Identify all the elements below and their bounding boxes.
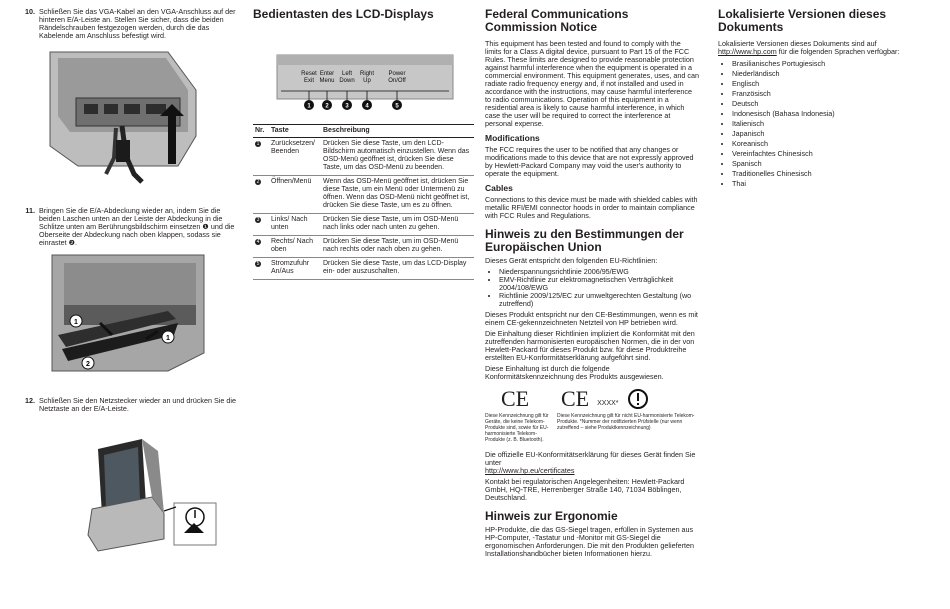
column-lcd-buttons (253, 8, 475, 280)
header-beschreibung: Beschreibung (321, 125, 474, 138)
list-item: • Vereinfachtes Chinesisch (732, 149, 933, 159)
eu-contact: Kontakt bei regulatorischen Angelegenheiten: Hewlett-Packard GmbH, HQ-TRE, Herrenberger Straße 140, 71034 Böblingen, Deutschland. (485, 477, 685, 502)
list-item: • Thai (732, 179, 933, 189)
list-item: • Französisch (732, 89, 933, 99)
vga-cable-illustration (18, 46, 240, 188)
button-label: Left (341, 71, 353, 77)
language-list (718, 59, 933, 189)
button-label: Exit (303, 78, 315, 84)
power-button-illustration (18, 421, 240, 561)
list-item: • Spanisch (732, 159, 933, 169)
button-label: Right (359, 71, 375, 77)
button-label: Enter (319, 71, 335, 77)
fcc-text: This equipment has been tested and found to comply with the limits for a Class A digital device, pursuant to Part 15 of the FCC Rules. These limits are designed to provide reasonable protection against harmful interference when the equipment is operated in a commercial environment. This equipment generates, uses, and can radiate radio frequency energy and, if not installed and used in accordance with the instructions, may cause harmful interference to radio communications. Operation of this equipment in a residential area is likely to cause harmful interference, in which case the user will be required to correct the interference at personal expense. (485, 39, 700, 128)
row-key: Öffnen/Menü (269, 176, 321, 214)
step-text: Schließen Sie den Netzstecker wieder an und drücken Sie die Netztaste an der E/A-Leiste. (39, 396, 236, 413)
list-item: • Niederländisch (732, 69, 933, 79)
alert-mark-icon (627, 388, 649, 410)
list-item: • Deutsch (732, 99, 933, 109)
row-number (253, 258, 269, 280)
certificates-link[interactable]: http://www.hp.eu/certificates (485, 466, 575, 475)
table-row (253, 176, 474, 214)
svg-text:2: 2 (86, 361, 90, 368)
heading-modifications: Modifications (485, 133, 540, 143)
cables-text: Connections to this device must be made with shielded cables with metallic RFI/EMI connector hoods in order to maintain compliance with FCC Rules and Regulations. (485, 195, 698, 220)
lcd-buttons-table (253, 124, 474, 280)
step-10 (18, 8, 240, 40)
notified-body-number: XXXX* (597, 399, 619, 407)
row-description: Drücken Sie diese Taste, um das LCD-Display ein- oder auszuschalten. (321, 258, 474, 280)
step-12 (18, 397, 240, 413)
list-item: • Englisch (732, 79, 933, 89)
number-badge: 1 (256, 141, 260, 147)
step-text: Schließen Sie das VGA-Kabel an den VGA-Anschluss auf der hinteren E/A-Leiste an. Stellen Sie sicher, dass die beiden Rändelschrauben festgezogen werden, durch die das Kabelende am Anschluss befestigt wird. (39, 7, 236, 40)
button-label: Down (339, 78, 355, 84)
callout-number: 3 (345, 103, 349, 110)
list-item: • Brasilianisches Portugiesisch (732, 59, 933, 69)
eu-declaration-text (485, 451, 699, 475)
list-item: • Japanisch (732, 129, 933, 139)
row-description: Drücken Sie diese Taste, um im OSD-Menü nach links oder nach unten zu gehen. (321, 214, 474, 236)
list-item: • Indonesisch (Bahasa Indonesia) (732, 109, 933, 119)
lcd-button-panel-illustration (253, 33, 475, 113)
row-number (253, 214, 269, 236)
button-label: Up (363, 78, 371, 84)
ce-mark: CE (561, 386, 590, 411)
header-taste: Taste (269, 125, 321, 138)
ce-caption: Diese Kennzeichnung gilt für Geräte, die keine Telekom-Produkte sind, sowie für EU-harmonisierte Telekom-Produkte (z. B. Bluetooth). (485, 413, 549, 443)
section-title-lcd-buttons: Bedientasten des LCD-Displays (253, 7, 434, 21)
localized-intro (718, 40, 933, 56)
table-row (253, 236, 474, 258)
callout-number: 5 (395, 103, 399, 110)
button-label: Menu (319, 78, 335, 84)
header-nr: Nr. (253, 125, 269, 138)
section-title-fcc: Federal Communications Commission Notice (485, 7, 629, 34)
ce-mark-block-1 (485, 387, 553, 443)
list-item: • Koreanisch (732, 139, 933, 149)
number-badge: 5 (256, 261, 260, 267)
localized-intro-text: Lokalisierte Versionen dieses Dokuments sind auf (718, 39, 877, 48)
row-number (253, 138, 269, 176)
list-item: • Italienisch (732, 119, 933, 129)
ce-mark-block-2 (557, 387, 697, 443)
table-header-row (253, 125, 474, 138)
row-number (253, 236, 269, 258)
localized-intro-text: für die folgenden Sprachen verfügbar: (778, 47, 900, 56)
modifications-text: The FCC requires the user to be notified that any changes or modifications made to this device that are not expressly approved by Hewlett-Packard Company may void the user's authority to operate the equipment. (485, 145, 694, 178)
eu-paragraph: Die Einhaltung dieser Richtlinien impliziert die Konformität mit den zutreffenden harmonisierten europäischen Normen, die in der von Hewlett-Packard für dieses Produkt bzw. für diese Produktreihe erstellten EU-Konformitätserklärung aufgeführt sind. (485, 329, 695, 362)
table-row (253, 214, 474, 236)
list-item: • Richtlinie 2009/125/EC zur umweltgerechten Gestaltung (wo zutreffend) (499, 292, 699, 308)
step-number: 12. (25, 396, 35, 405)
number-badge: 2 (256, 179, 260, 185)
row-key: Links/ Nach unten (269, 214, 321, 236)
number-badge: 3 (256, 217, 260, 223)
row-description: Drücken Sie diese Taste, um im OSD-Menü nach rechts oder nach oben zu gehen. (321, 236, 474, 258)
step-number: 11. (25, 206, 35, 215)
column-regulatory (485, 8, 699, 561)
eu-declaration-label: Die offizielle EU-Konformitätserklärung für dieses Gerät finden Sie unter (485, 450, 696, 467)
io-cover-illustration (18, 253, 240, 378)
row-number (253, 176, 269, 214)
number-badge: 4 (256, 239, 260, 245)
callout-number: 2 (325, 103, 329, 110)
list-item: • Traditionelles Chinesisch (732, 169, 933, 179)
button-label: On/Off (388, 78, 406, 84)
hp-link[interactable]: http://www.hp.com (718, 47, 777, 56)
ce-marks (485, 387, 699, 443)
callout-number: 1 (307, 103, 311, 110)
section-title-localized: Lokalisierte Versionen dieses Dokuments (718, 7, 887, 34)
row-key: Rechts/ Nach oben (269, 236, 321, 258)
callout-number: 4 (365, 103, 369, 110)
row-description: Wenn das OSD-Menü geöffnet ist, drücken Sie diese Taste, um ein Menü oder Untermenü zu öffnen. Wenn das OSD-Menü nicht geöffnet ist, drücken Sie diese Taste, um es zu öffnen. (321, 176, 474, 214)
list-item: • EMV-Richtlinie zur elektromagnetischen Verträglichkeit 2004/108/EWG (499, 276, 699, 292)
ce-mark: CE (501, 386, 530, 411)
ergonomics-text: HP-Produkte, die das GS-Siegel tragen, erfüllen in Systemen aus HP-Computer, -Tastatur und -Monitor mit GS-Siegel die ergonomischen Anforderungen. Die mit den Produkten gelieferten Installationshandbücher bieten Informationen hierzu. (485, 525, 694, 558)
eu-intro: Dieses Gerät entspricht den folgenden EU-Richtlinien: (485, 256, 658, 265)
eu-directives-list (485, 268, 699, 308)
column-installation-steps (18, 8, 240, 566)
button-label: Power (388, 71, 406, 77)
heading-cables: Cables (485, 183, 513, 193)
column-localized-versions (718, 8, 933, 192)
svg-text:1: 1 (166, 335, 170, 342)
row-key: Zurücksetzen/ Beenden (269, 138, 321, 176)
table-row (253, 258, 474, 280)
section-title-eu: Hinweis zu den Bestimmungen der Europäischen Union (485, 227, 684, 254)
row-key: Stromzufuhr An/Aus (269, 258, 321, 280)
button-label: Reset (301, 71, 317, 77)
section-title-ergonomics: Hinweis zur Ergonomie (485, 509, 618, 523)
svg-text:1: 1 (74, 319, 78, 326)
step-number: 10. (25, 7, 35, 16)
table-row (253, 138, 474, 176)
step-11 (18, 207, 240, 247)
step-text: Bringen Sie die E/A-Abdeckung wieder an, indem Sie die beiden Laschen unten an der Leiste der Abdeckung in die Schlitze unten am Berührungsbildschirm einsetzen ❶ und die Oberseite der Abdeckung nach oben klappen, sodass sie einrastet ❷. (39, 206, 235, 247)
row-description: Drücken Sie diese Taste, um den LCD-Bildschirm automatisch einzustellen. Wenn das OSD-Menü geöffnet ist, drücken Sie diese Taste, um das OSD-Menü zu beenden. (321, 138, 474, 176)
eu-paragraph: Dieses Produkt entspricht nur den CE-Bestimmungen, wenn es mit einem CE-gekennzeichneten Netzteil von HP betrieben wird. (485, 310, 698, 327)
ce-caption: Diese Kennzeichnung gilt für nicht EU-harmonisierte Telekom-Produkte. *Nummer der notifizierten Prüfstelle (nur wenn zutreffend – siehe Produktkennzeichnung) (557, 413, 695, 431)
eu-paragraph: Diese Einhaltung ist durch die folgende Konformitätskennzeichnung des Produkts ausgewiesen. (485, 364, 664, 381)
list-item: • Niederspannungsrichtlinie 2006/95/EWG (499, 268, 699, 276)
